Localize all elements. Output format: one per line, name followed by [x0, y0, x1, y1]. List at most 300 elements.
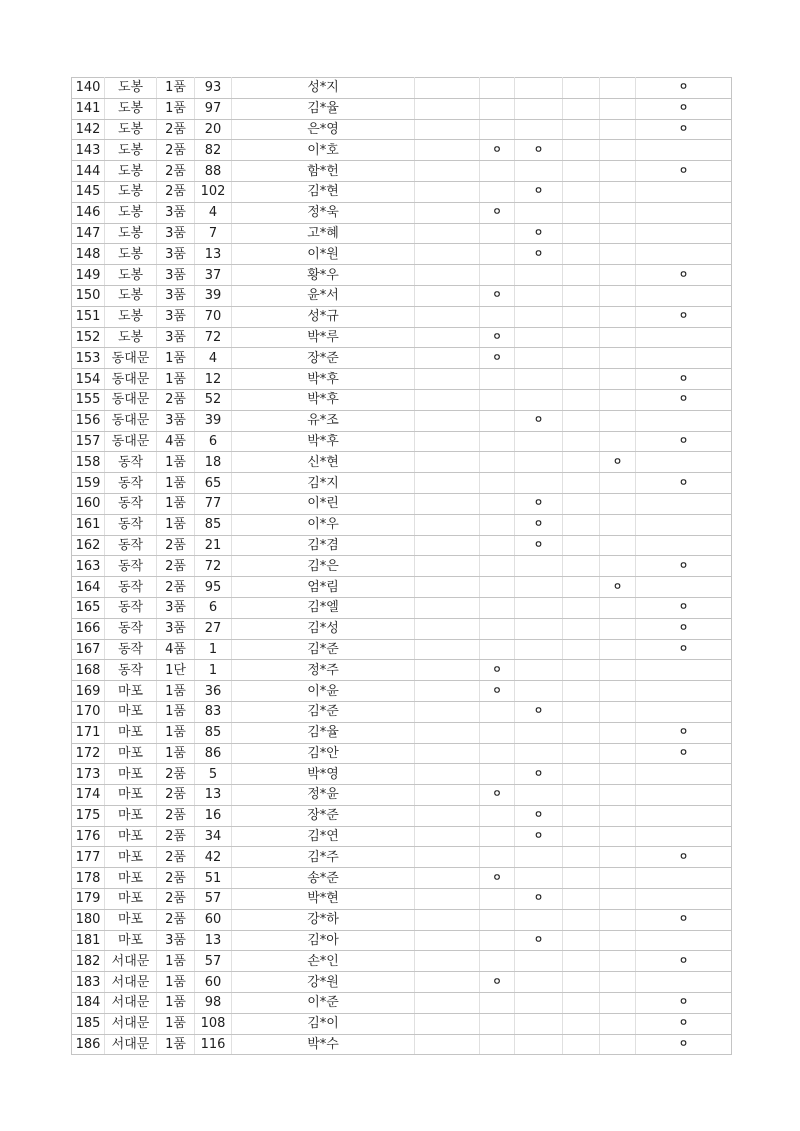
name-cell: 김*겸 — [232, 535, 415, 556]
sparring-fail-mark — [515, 369, 563, 390]
exam-number-cell: 36 — [195, 681, 232, 702]
exam-number-cell: 82 — [195, 140, 232, 161]
table-row — [72, 327, 732, 348]
blank-cell — [415, 410, 480, 431]
poomsae-fail-mark — [480, 244, 515, 265]
row-number: 146 — [72, 202, 105, 223]
district-cell: 도봉 — [105, 181, 157, 202]
exam-number-cell: 60 — [195, 972, 232, 993]
blank-cell — [415, 764, 480, 785]
name-cell: 유*조 — [232, 410, 415, 431]
grade-cell: 4품 — [157, 431, 195, 452]
exam-number-cell: 102 — [195, 181, 232, 202]
extra-mark — [563, 202, 600, 223]
exam-number-cell: 72 — [195, 327, 232, 348]
sparring-fail-mark — [515, 348, 563, 369]
extra-mark — [563, 306, 600, 327]
extra-mark — [563, 993, 600, 1014]
cancel-mark — [636, 805, 732, 826]
cancel-mark — [636, 244, 732, 265]
cancel-mark — [636, 930, 732, 951]
table-row — [72, 639, 732, 660]
row-number: 150 — [72, 285, 105, 306]
extra-mark — [563, 1013, 600, 1034]
grade-cell: 1품 — [157, 514, 195, 535]
poomsae-fail-mark — [480, 618, 515, 639]
poomsae-fail-mark — [480, 1034, 515, 1055]
exam-number-cell: 12 — [195, 369, 232, 390]
sparring-fail-mark: ㅇ — [515, 764, 563, 785]
row-number: 164 — [72, 577, 105, 598]
exam-number-cell: 98 — [195, 993, 232, 1014]
blank-cell — [415, 951, 480, 972]
name-cell: 김*아 — [232, 930, 415, 951]
district-cell: 마포 — [105, 743, 157, 764]
extra-mark — [563, 327, 600, 348]
grade-cell: 2품 — [157, 389, 195, 410]
blank-cell — [415, 244, 480, 265]
absent-mark — [600, 722, 636, 743]
district-cell: 도봉 — [105, 223, 157, 244]
grade-cell: 1품 — [157, 681, 195, 702]
absent-mark — [600, 265, 636, 286]
poomsae-fail-mark — [480, 805, 515, 826]
table-row — [72, 369, 732, 390]
exam-number-cell: 13 — [195, 244, 232, 265]
row-number: 156 — [72, 410, 105, 431]
name-cell: 박*후 — [232, 431, 415, 452]
absent-mark — [600, 639, 636, 660]
name-cell: 김*율 — [232, 722, 415, 743]
row-number: 161 — [72, 514, 105, 535]
poomsae-fail-mark — [480, 161, 515, 182]
blank-cell — [415, 868, 480, 889]
sparring-fail-mark — [515, 909, 563, 930]
table-row — [72, 785, 732, 806]
row-number: 142 — [72, 119, 105, 140]
name-cell: 김*엘 — [232, 597, 415, 618]
sparring-fail-mark: ㅇ — [515, 889, 563, 910]
absent-mark — [600, 805, 636, 826]
row-number: 159 — [72, 473, 105, 494]
blank-cell — [415, 389, 480, 410]
blank-cell — [415, 223, 480, 244]
sparring-fail-mark — [515, 577, 563, 598]
sparring-fail-mark — [515, 681, 563, 702]
poomsae-fail-mark — [480, 473, 515, 494]
absent-mark — [600, 78, 636, 99]
district-cell: 도봉 — [105, 161, 157, 182]
blank-cell — [415, 930, 480, 951]
sparring-fail-mark — [515, 452, 563, 473]
sparring-fail-mark: ㅇ — [515, 410, 563, 431]
name-cell: 송*준 — [232, 868, 415, 889]
name-cell: 김*준 — [232, 701, 415, 722]
table-row — [72, 743, 732, 764]
absent-mark — [600, 223, 636, 244]
sparring-fail-mark: ㅇ — [515, 826, 563, 847]
exam-number-cell: 39 — [195, 285, 232, 306]
exam-number-cell: 60 — [195, 909, 232, 930]
absent-mark — [600, 868, 636, 889]
sparring-fail-mark — [515, 119, 563, 140]
grade-cell: 2품 — [157, 847, 195, 868]
poomsae-fail-mark: ㅇ — [480, 868, 515, 889]
blank-cell — [415, 909, 480, 930]
exam-number-cell: 88 — [195, 161, 232, 182]
name-cell: 김*성 — [232, 618, 415, 639]
absent-mark — [600, 98, 636, 119]
district-cell: 동작 — [105, 514, 157, 535]
grade-cell: 4품 — [157, 639, 195, 660]
row-number: 163 — [72, 556, 105, 577]
absent-mark — [600, 701, 636, 722]
grade-cell: 1품 — [157, 743, 195, 764]
table-row — [72, 972, 732, 993]
sparring-fail-mark — [515, 972, 563, 993]
exam-number-cell: 65 — [195, 473, 232, 494]
extra-mark — [563, 161, 600, 182]
name-cell: 김*준 — [232, 639, 415, 660]
district-cell: 도봉 — [105, 202, 157, 223]
poomsae-fail-mark — [480, 764, 515, 785]
grade-cell: 2품 — [157, 889, 195, 910]
extra-mark — [563, 514, 600, 535]
sparring-fail-mark — [515, 78, 563, 99]
poomsae-fail-mark — [480, 951, 515, 972]
district-cell: 마포 — [105, 764, 157, 785]
name-cell: 고*혜 — [232, 223, 415, 244]
extra-mark — [563, 348, 600, 369]
blank-cell — [415, 161, 480, 182]
district-cell: 동대문 — [105, 431, 157, 452]
row-number: 153 — [72, 348, 105, 369]
name-cell: 정*욱 — [232, 202, 415, 223]
district-cell: 마포 — [105, 785, 157, 806]
table-row — [72, 660, 732, 681]
district-cell: 서대문 — [105, 993, 157, 1014]
grade-cell: 1품 — [157, 452, 195, 473]
table-row — [72, 722, 732, 743]
blank-cell — [415, 722, 480, 743]
table-row — [72, 993, 732, 1014]
blank-cell — [415, 140, 480, 161]
cancel-mark — [636, 660, 732, 681]
cancel-mark — [636, 868, 732, 889]
extra-mark — [563, 681, 600, 702]
cancel-mark: ㅇ — [636, 597, 732, 618]
poomsae-fail-mark: ㅇ — [480, 285, 515, 306]
extra-mark — [563, 285, 600, 306]
row-number: 184 — [72, 993, 105, 1014]
name-cell: 이*윤 — [232, 681, 415, 702]
exam-number-cell: 5 — [195, 764, 232, 785]
extra-mark — [563, 452, 600, 473]
blank-cell — [415, 285, 480, 306]
absent-mark — [600, 348, 636, 369]
sparring-fail-mark — [515, 951, 563, 972]
grade-cell: 3품 — [157, 930, 195, 951]
results-sheet — [71, 77, 731, 1055]
row-number: 180 — [72, 909, 105, 930]
blank-cell — [415, 452, 480, 473]
district-cell: 동작 — [105, 660, 157, 681]
name-cell: 박*후 — [232, 369, 415, 390]
row-number: 167 — [72, 639, 105, 660]
blank-cell — [415, 701, 480, 722]
blank-cell — [415, 514, 480, 535]
name-cell: 신*현 — [232, 452, 415, 473]
cancel-mark — [636, 826, 732, 847]
district-cell: 마포 — [105, 722, 157, 743]
district-cell: 도봉 — [105, 244, 157, 265]
blank-cell — [415, 327, 480, 348]
poomsae-fail-mark — [480, 701, 515, 722]
sparring-fail-mark: ㅇ — [515, 493, 563, 514]
grade-cell: 2품 — [157, 577, 195, 598]
blank-cell — [415, 493, 480, 514]
row-number: 152 — [72, 327, 105, 348]
cancel-mark: ㅇ — [636, 119, 732, 140]
extra-mark — [563, 369, 600, 390]
cancel-mark — [636, 452, 732, 473]
cancel-mark — [636, 701, 732, 722]
grade-cell: 1품 — [157, 951, 195, 972]
table-row — [72, 119, 732, 140]
cancel-mark — [636, 223, 732, 244]
grade-cell: 2품 — [157, 805, 195, 826]
extra-mark — [563, 847, 600, 868]
table-row — [72, 847, 732, 868]
extra-mark — [563, 597, 600, 618]
row-number: 182 — [72, 951, 105, 972]
cancel-mark: ㅇ — [636, 722, 732, 743]
table-row — [72, 535, 732, 556]
extra-mark — [563, 660, 600, 681]
district-cell: 마포 — [105, 930, 157, 951]
name-cell: 이*호 — [232, 140, 415, 161]
absent-mark — [600, 930, 636, 951]
blank-cell — [415, 181, 480, 202]
exam-number-cell: 7 — [195, 223, 232, 244]
table-row — [72, 514, 732, 535]
absent-mark — [600, 161, 636, 182]
absent-mark — [600, 972, 636, 993]
extra-mark — [563, 140, 600, 161]
exam-number-cell: 57 — [195, 889, 232, 910]
absent-mark — [600, 389, 636, 410]
sparring-fail-mark — [515, 327, 563, 348]
extra-mark — [563, 1034, 600, 1055]
name-cell: 박*현 — [232, 889, 415, 910]
poomsae-fail-mark — [480, 78, 515, 99]
row-number: 141 — [72, 98, 105, 119]
district-cell: 마포 — [105, 889, 157, 910]
grade-cell: 1품 — [157, 722, 195, 743]
exam-number-cell: 51 — [195, 868, 232, 889]
poomsae-fail-mark — [480, 722, 515, 743]
extra-mark — [563, 244, 600, 265]
blank-cell — [415, 805, 480, 826]
blank-cell — [415, 785, 480, 806]
cancel-mark: ㅇ — [636, 473, 732, 494]
poomsae-fail-mark — [480, 577, 515, 598]
table-row — [72, 909, 732, 930]
row-number: 157 — [72, 431, 105, 452]
sparring-fail-mark — [515, 743, 563, 764]
table-row — [72, 285, 732, 306]
sparring-fail-mark: ㅇ — [515, 244, 563, 265]
district-cell: 동대문 — [105, 410, 157, 431]
sparring-fail-mark: ㅇ — [515, 514, 563, 535]
grade-cell: 3품 — [157, 265, 195, 286]
blank-cell — [415, 556, 480, 577]
cancel-mark: ㅇ — [636, 556, 732, 577]
grade-cell: 3품 — [157, 223, 195, 244]
blank-cell — [415, 535, 480, 556]
extra-mark — [563, 639, 600, 660]
exam-number-cell: 108 — [195, 1013, 232, 1034]
absent-mark — [600, 140, 636, 161]
table-row — [72, 826, 732, 847]
absent-mark — [600, 202, 636, 223]
sparring-fail-mark — [515, 785, 563, 806]
exam-number-cell: 116 — [195, 1034, 232, 1055]
exam-number-cell: 85 — [195, 514, 232, 535]
cancel-mark: ㅇ — [636, 909, 732, 930]
extra-mark — [563, 265, 600, 286]
absent-mark — [600, 535, 636, 556]
extra-mark — [563, 826, 600, 847]
table-row — [72, 431, 732, 452]
sparring-fail-mark: ㅇ — [515, 805, 563, 826]
poomsae-fail-mark — [480, 597, 515, 618]
blank-cell — [415, 78, 480, 99]
absent-mark: ㅇ — [600, 577, 636, 598]
row-number: 185 — [72, 1013, 105, 1034]
grade-cell: 2품 — [157, 764, 195, 785]
poomsae-fail-mark — [480, 410, 515, 431]
cancel-mark: ㅇ — [636, 369, 732, 390]
row-number: 145 — [72, 181, 105, 202]
name-cell: 정*주 — [232, 660, 415, 681]
sparring-fail-mark — [515, 868, 563, 889]
table-row — [72, 493, 732, 514]
grade-cell: 2품 — [157, 868, 195, 889]
cancel-mark — [636, 493, 732, 514]
cancel-mark — [636, 181, 732, 202]
blank-cell — [415, 597, 480, 618]
exam-number-cell: 1 — [195, 660, 232, 681]
district-cell: 마포 — [105, 701, 157, 722]
sparring-fail-mark: ㅇ — [515, 140, 563, 161]
name-cell: 김*지 — [232, 473, 415, 494]
exam-number-cell: 70 — [195, 306, 232, 327]
absent-mark — [600, 889, 636, 910]
table-row — [72, 701, 732, 722]
blank-cell — [415, 348, 480, 369]
name-cell: 엄*림 — [232, 577, 415, 598]
cancel-mark: ㅇ — [636, 639, 732, 660]
table-row — [72, 140, 732, 161]
extra-mark — [563, 972, 600, 993]
name-cell: 이*린 — [232, 493, 415, 514]
extra-mark — [563, 410, 600, 431]
grade-cell: 3품 — [157, 306, 195, 327]
sparring-fail-mark — [515, 202, 563, 223]
name-cell: 김*은 — [232, 556, 415, 577]
poomsae-fail-mark — [480, 909, 515, 930]
absent-mark — [600, 431, 636, 452]
district-cell: 동작 — [105, 556, 157, 577]
row-number: 166 — [72, 618, 105, 639]
district-cell: 동작 — [105, 493, 157, 514]
table-row — [72, 161, 732, 182]
exam-number-cell: 85 — [195, 722, 232, 743]
results-table — [71, 77, 732, 1055]
exam-number-cell: 93 — [195, 78, 232, 99]
district-cell: 도봉 — [105, 140, 157, 161]
blank-cell — [415, 639, 480, 660]
row-number: 162 — [72, 535, 105, 556]
absent-mark — [600, 951, 636, 972]
cancel-mark — [636, 348, 732, 369]
district-cell: 도봉 — [105, 285, 157, 306]
cancel-mark — [636, 972, 732, 993]
exam-number-cell: 16 — [195, 805, 232, 826]
grade-cell: 1품 — [157, 972, 195, 993]
district-cell: 도봉 — [105, 327, 157, 348]
exam-number-cell: 18 — [195, 452, 232, 473]
blank-cell — [415, 369, 480, 390]
sparring-fail-mark — [515, 431, 563, 452]
cancel-mark — [636, 202, 732, 223]
sparring-fail-mark — [515, 847, 563, 868]
table-row — [72, 265, 732, 286]
poomsae-fail-mark: ㅇ — [480, 972, 515, 993]
exam-number-cell: 21 — [195, 535, 232, 556]
exam-number-cell: 6 — [195, 597, 232, 618]
cancel-mark — [636, 327, 732, 348]
sparring-fail-mark: ㅇ — [515, 181, 563, 202]
absent-mark — [600, 119, 636, 140]
poomsae-fail-mark — [480, 743, 515, 764]
grade-cell: 1품 — [157, 348, 195, 369]
row-number: 174 — [72, 785, 105, 806]
cancel-mark: ㅇ — [636, 431, 732, 452]
name-cell: 정*윤 — [232, 785, 415, 806]
absent-mark — [600, 993, 636, 1014]
row-number: 179 — [72, 889, 105, 910]
grade-cell: 3품 — [157, 618, 195, 639]
district-cell: 동작 — [105, 618, 157, 639]
cancel-mark — [636, 764, 732, 785]
grade-cell: 1품 — [157, 1013, 195, 1034]
cancel-mark: ㅇ — [636, 618, 732, 639]
district-cell: 도봉 — [105, 265, 157, 286]
exam-number-cell: 1 — [195, 639, 232, 660]
blank-cell — [415, 306, 480, 327]
name-cell: 김*주 — [232, 847, 415, 868]
absent-mark — [600, 743, 636, 764]
grade-cell: 1품 — [157, 993, 195, 1014]
name-cell: 강*하 — [232, 909, 415, 930]
table-row — [72, 348, 732, 369]
poomsae-fail-mark: ㅇ — [480, 327, 515, 348]
absent-mark — [600, 410, 636, 431]
name-cell: 김*율 — [232, 98, 415, 119]
grade-cell: 3품 — [157, 327, 195, 348]
